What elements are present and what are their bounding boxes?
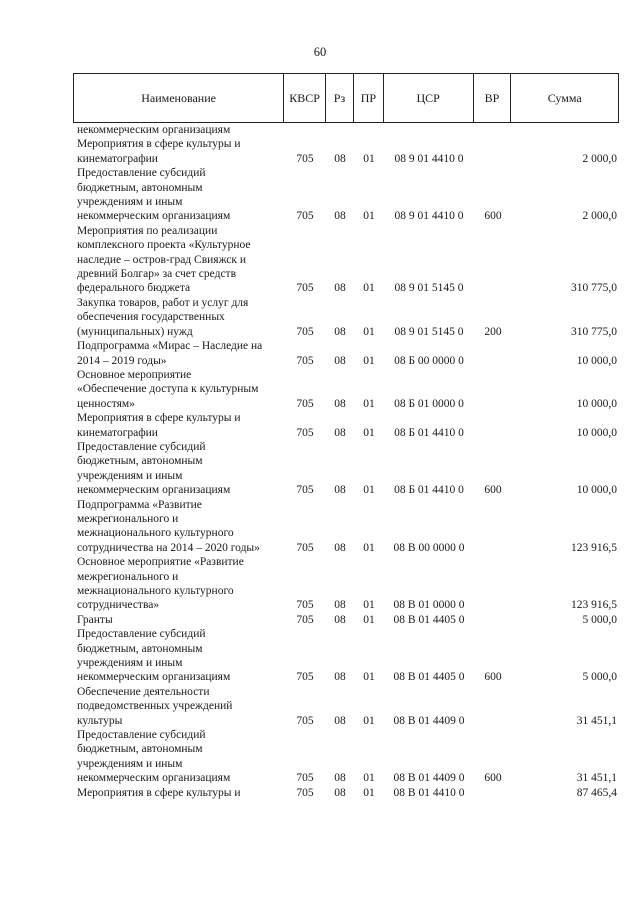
cell-csr: 08 В 01 4405 0 bbox=[393, 613, 465, 626]
table-row bbox=[73, 627, 619, 685]
cell-vr: 600 bbox=[484, 210, 502, 223]
cell-rz: 08 bbox=[334, 484, 346, 497]
cell-rz: 08 bbox=[334, 671, 346, 684]
table-row bbox=[73, 786, 619, 800]
cell-rz: 08 bbox=[334, 397, 346, 410]
cell-kvsr: 705 bbox=[296, 354, 314, 367]
cell-kvsr: 705 bbox=[296, 282, 314, 295]
cell-kvsr: 705 bbox=[296, 426, 314, 439]
cell-sum: 5 000,0 bbox=[582, 613, 617, 626]
header-rz: Рз bbox=[326, 74, 354, 122]
header-pr: ПР bbox=[354, 74, 384, 122]
cell-name: Мероприятия в сфере культуры и кинематографии bbox=[77, 138, 241, 165]
table-row bbox=[73, 440, 619, 498]
table-row bbox=[73, 685, 619, 728]
cell-csr: 08 В 01 4409 0 bbox=[393, 772, 465, 785]
cell-pr: 01 bbox=[363, 325, 375, 338]
cell-kvsr: 705 bbox=[296, 772, 314, 785]
cell-csr: 08 В 01 0000 0 bbox=[393, 599, 465, 612]
cell-sum: 31 451,1 bbox=[576, 714, 617, 727]
cell-rz: 08 bbox=[334, 325, 346, 338]
header-kvsr: КВСР bbox=[284, 74, 326, 122]
cell-vr: 600 bbox=[484, 671, 502, 684]
header-vr: ВР bbox=[474, 74, 512, 122]
table-row bbox=[73, 411, 619, 440]
cell-name: Подпрограмма «Развитие межрегионального и межнационального культурного сотрудничества на 2014 – 2020 годы» bbox=[77, 498, 260, 554]
table-row bbox=[73, 368, 619, 411]
cell-csr: 08 9 01 4410 0 bbox=[394, 210, 464, 223]
cell-csr: 08 9 01 5145 0 bbox=[394, 325, 464, 338]
cell-csr: 08 9 01 4410 0 bbox=[394, 152, 464, 165]
cell-rz: 08 bbox=[334, 613, 346, 626]
cell-rz: 08 bbox=[334, 152, 346, 165]
cell-csr: 08 Б 00 0000 0 bbox=[394, 354, 464, 367]
cell-kvsr: 705 bbox=[296, 613, 314, 626]
table-row bbox=[73, 296, 619, 339]
cell-csr: 08 В 01 4409 0 bbox=[393, 714, 465, 727]
cell-name: Подпрограмма «Мирас – Наследие на 2014 – 2019 годы» bbox=[77, 340, 263, 367]
cell-sum: 10 000,0 bbox=[576, 426, 617, 439]
cell-sum: 10 000,0 bbox=[576, 397, 617, 410]
cell-kvsr: 705 bbox=[296, 152, 314, 165]
table-row bbox=[73, 224, 619, 296]
budget-table bbox=[73, 73, 619, 800]
cell-vr: 200 bbox=[484, 325, 502, 338]
cell-csr: 08 В 01 4405 0 bbox=[393, 671, 465, 684]
cell-rz: 08 bbox=[334, 282, 346, 295]
table-header bbox=[73, 73, 619, 123]
cell-name: Основное мероприятие «Развитие межрегионального и межнационального культурного сотрудничества» bbox=[77, 556, 244, 612]
cell-csr: 08 Б 01 4410 0 bbox=[394, 426, 464, 439]
cell-kvsr: 705 bbox=[296, 210, 314, 223]
cell-pr: 01 bbox=[363, 772, 375, 785]
cell-csr: 08 Б 01 4410 0 bbox=[394, 484, 464, 497]
cell-pr: 01 bbox=[363, 354, 375, 367]
cell-rz: 08 bbox=[334, 714, 346, 727]
cell-sum: 2 000,0 bbox=[582, 152, 617, 165]
cell-kvsr: 705 bbox=[296, 541, 314, 554]
cell-sum: 87 465,4 bbox=[576, 786, 617, 799]
cell-name: Предоставление субсидий бюджетным, автономным учреждениям и иным некоммерческим организациям bbox=[77, 440, 231, 497]
cell-name: Обеспечение деятельности подведомственных учреждений культуры bbox=[77, 685, 233, 727]
cell-kvsr: 705 bbox=[296, 671, 314, 684]
cell-vr: 600 bbox=[484, 484, 502, 497]
cell-rz: 08 bbox=[334, 786, 346, 799]
cell-sum: 31 451,1 bbox=[576, 772, 617, 785]
table-row bbox=[73, 498, 619, 556]
cell-rz: 08 bbox=[334, 541, 346, 554]
table-row bbox=[73, 339, 619, 368]
cell-pr: 01 bbox=[363, 613, 375, 626]
cell-pr: 01 bbox=[363, 541, 375, 554]
cell-pr: 01 bbox=[363, 671, 375, 684]
cell-pr: 01 bbox=[363, 282, 375, 295]
cell-name: Закупка товаров, работ и услуг для обеспечения государственных (муниципальных) нужд bbox=[77, 296, 249, 338]
cell-pr: 01 bbox=[363, 397, 375, 410]
cell-rz: 08 bbox=[334, 599, 346, 612]
cell-kvsr: 705 bbox=[296, 599, 314, 612]
cell-sum: 2 000,0 bbox=[582, 210, 617, 223]
cell-csr: 08 В 00 0000 0 bbox=[393, 541, 465, 554]
cell-sum: 123 916,5 bbox=[571, 541, 617, 554]
table-row bbox=[73, 728, 619, 786]
cell-kvsr: 705 bbox=[296, 714, 314, 727]
cell-rz: 08 bbox=[334, 772, 346, 785]
cell-name: некоммерческим организациям bbox=[77, 124, 231, 136]
cell-csr: 08 9 01 5145 0 bbox=[394, 282, 464, 295]
cell-pr: 01 bbox=[363, 714, 375, 727]
cell-name: Предоставление субсидий бюджетным, автономным учреждениям и иным некоммерческим организациям bbox=[77, 729, 231, 785]
table-row bbox=[73, 137, 619, 166]
cell-pr: 01 bbox=[363, 426, 375, 439]
cell-pr: 01 bbox=[363, 152, 375, 165]
cell-sum: 10 000,0 bbox=[576, 354, 617, 367]
cell-kvsr: 705 bbox=[296, 397, 314, 410]
page-number: 60 bbox=[313, 45, 327, 59]
cell-rz: 08 bbox=[334, 426, 346, 439]
table-row bbox=[73, 555, 619, 613]
cell-kvsr: 705 bbox=[296, 325, 314, 338]
cell-rz: 08 bbox=[334, 210, 346, 223]
cell-vr: 600 bbox=[484, 772, 502, 785]
cell-sum: 123 916,5 bbox=[571, 599, 617, 612]
header-name: Наименование bbox=[74, 74, 284, 122]
table-row bbox=[73, 123, 619, 137]
cell-kvsr: 705 bbox=[296, 786, 314, 799]
cell-name: Предоставление субсидий бюджетным, автономным учреждениям и иным некоммерческим организациям bbox=[77, 628, 231, 684]
cell-name: Основное мероприятие «Обеспечение доступа к культурным ценностям» bbox=[77, 368, 259, 410]
cell-pr: 01 bbox=[363, 599, 375, 612]
table-row bbox=[73, 613, 619, 627]
header-sum: Сумма bbox=[547, 90, 582, 105]
cell-sum: 10 000,0 bbox=[576, 484, 617, 497]
cell-pr: 01 bbox=[363, 210, 375, 223]
cell-kvsr: 705 bbox=[296, 484, 314, 497]
cell-sum: 310 775,0 bbox=[571, 282, 617, 295]
table-row bbox=[73, 166, 619, 224]
cell-rz: 08 bbox=[334, 354, 346, 367]
header-csr: ЦСР bbox=[384, 74, 474, 122]
cell-pr: 01 bbox=[363, 484, 375, 497]
cell-sum: 310 775,0 bbox=[571, 325, 617, 338]
cell-csr: 08 В 01 4410 0 bbox=[393, 786, 465, 799]
cell-sum: 5 000,0 bbox=[582, 671, 617, 684]
cell-name: Мероприятия в сфере культуры и bbox=[77, 786, 241, 799]
cell-name: Гранты bbox=[77, 613, 113, 626]
cell-name: Мероприятия по реализации комплексного проекта «Культурное наследие – остров-град Свияжск и древний Болгар» за счет средств федерального бюджета bbox=[77, 224, 251, 295]
cell-csr: 08 Б 01 0000 0 bbox=[394, 397, 464, 410]
cell-name: Мероприятия в сфере культуры и кинематографии bbox=[77, 412, 241, 439]
cell-name: Предоставление субсидий бюджетным, автономным учреждениям и иным некоммерческим организациям bbox=[77, 167, 231, 223]
cell-pr: 01 bbox=[363, 786, 375, 799]
